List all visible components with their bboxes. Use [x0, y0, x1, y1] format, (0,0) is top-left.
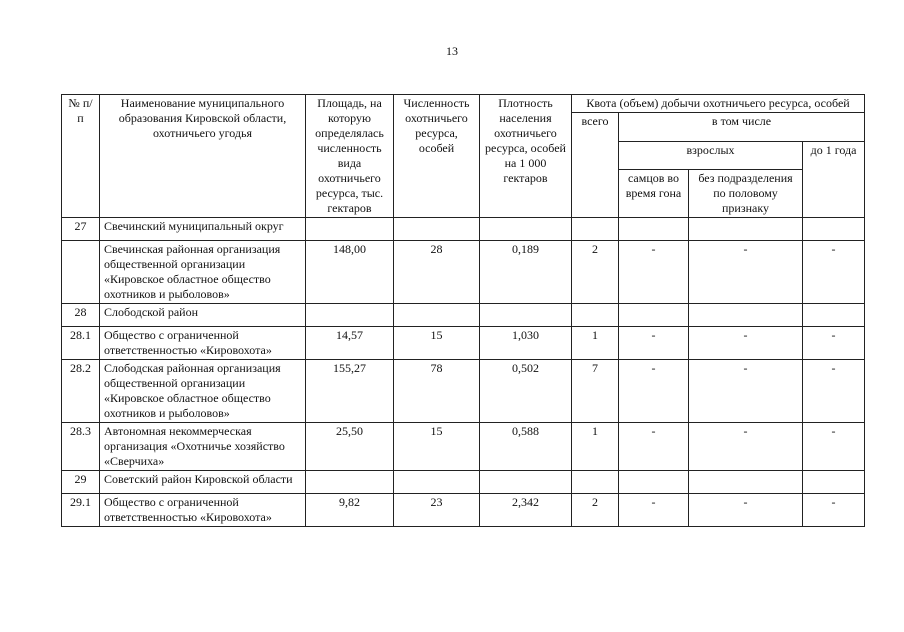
cell-num: 28	[62, 304, 100, 327]
cell-count: 15	[394, 327, 480, 360]
cell-under-year	[803, 304, 865, 327]
cell-no-sex: -	[689, 241, 803, 304]
header-num: № п/п	[62, 95, 100, 218]
cell-no-sex: -	[689, 494, 803, 527]
header-adults: взрослых	[619, 141, 803, 170]
cell-count	[394, 218, 480, 241]
cell-num: 29.1	[62, 494, 100, 527]
cell-density: 0,502	[480, 360, 572, 423]
cell-area: 14,57	[306, 327, 394, 360]
section-row	[62, 304, 865, 327]
cell-density: 0,588	[480, 423, 572, 471]
cell-name: Свечинский муниципальный округ	[100, 218, 306, 241]
cell-num: 27	[62, 218, 100, 241]
cell-no-sex: -	[689, 360, 803, 423]
cell-under-year: -	[803, 494, 865, 527]
section-row	[62, 471, 865, 494]
cell-no-sex	[689, 471, 803, 494]
header-count: Численность охотничьего ресурса, особей	[394, 95, 480, 218]
cell-total	[572, 471, 619, 494]
cell-name: Свечинская районная организация общественной организации «Кировское областное общество охотников и рыболовов»	[100, 241, 306, 304]
cell-name: Автономная некоммерческая организация «Охотничье хозяйство «Сверчиха»	[100, 423, 306, 471]
cell-area	[306, 304, 394, 327]
header-no-sex: без подразделения по половому признаку	[689, 170, 803, 218]
header-including: в том числе	[619, 113, 865, 142]
cell-males-rut	[619, 304, 689, 327]
table-row	[62, 494, 865, 527]
cell-area: 155,27	[306, 360, 394, 423]
header-density: Плотность населения охотничьего ресурса, особей на 1 000 гектаров	[480, 95, 572, 218]
cell-under-year: -	[803, 241, 865, 304]
header-under-year: до 1 года	[803, 141, 865, 218]
cell-count	[394, 471, 480, 494]
cell-total: 1	[572, 423, 619, 471]
cell-num: 28.2	[62, 360, 100, 423]
header-area: Площадь, на которую определялась численность вида охотничьего ресурса, тыс. гектаров	[306, 95, 394, 218]
cell-area: 9,82	[306, 494, 394, 527]
cell-total: 2	[572, 494, 619, 527]
cell-num: 28.3	[62, 423, 100, 471]
cell-total	[572, 218, 619, 241]
cell-males-rut: -	[619, 423, 689, 471]
cell-count: 23	[394, 494, 480, 527]
cell-area: 148,00	[306, 241, 394, 304]
cell-males-rut	[619, 471, 689, 494]
table-header	[62, 95, 865, 218]
cell-males-rut: -	[619, 327, 689, 360]
page-number: 13	[446, 44, 458, 58]
header-males-rut: самцов во время гона	[619, 170, 689, 218]
cell-name: Общество с ограниченной ответственностью «Кировохота»	[100, 494, 306, 527]
cell-area	[306, 471, 394, 494]
cell-count: 15	[394, 423, 480, 471]
cell-name: Общество с ограниченной ответственностью «Кировохота»	[100, 327, 306, 360]
cell-density: 0,189	[480, 241, 572, 304]
cell-no-sex: -	[689, 423, 803, 471]
cell-under-year	[803, 218, 865, 241]
cell-density	[480, 471, 572, 494]
cell-density	[480, 304, 572, 327]
cell-males-rut: -	[619, 360, 689, 423]
cell-no-sex	[689, 218, 803, 241]
cell-name: Советский район Кировской области	[100, 471, 306, 494]
cell-count	[394, 304, 480, 327]
cell-area	[306, 218, 394, 241]
table-row	[62, 327, 865, 360]
header-total: всего	[572, 113, 619, 218]
cell-num: 28.1	[62, 327, 100, 360]
cell-under-year: -	[803, 360, 865, 423]
header-name: Наименование муниципального образования Кировской области, охотничьего угодья	[100, 95, 306, 218]
cell-males-rut	[619, 218, 689, 241]
section-row	[62, 218, 865, 241]
cell-num: 29	[62, 471, 100, 494]
quota-table	[61, 94, 865, 527]
cell-count: 28	[394, 241, 480, 304]
cell-total: 7	[572, 360, 619, 423]
cell-total: 2	[572, 241, 619, 304]
cell-no-sex: -	[689, 327, 803, 360]
table-row	[62, 241, 865, 304]
cell-name: Слободской район	[100, 304, 306, 327]
cell-area: 25,50	[306, 423, 394, 471]
table-body	[62, 218, 865, 527]
table-row	[62, 360, 865, 423]
cell-males-rut: -	[619, 241, 689, 304]
cell-density	[480, 218, 572, 241]
cell-under-year: -	[803, 423, 865, 471]
cell-under-year: -	[803, 327, 865, 360]
cell-under-year	[803, 471, 865, 494]
cell-total: 1	[572, 327, 619, 360]
cell-density: 1,030	[480, 327, 572, 360]
table-row	[62, 423, 865, 471]
cell-name: Слободская районная организация общественной организации «Кировское областное общество охотников и рыболовов»	[100, 360, 306, 423]
cell-num	[62, 241, 100, 304]
cell-count: 78	[394, 360, 480, 423]
cell-males-rut: -	[619, 494, 689, 527]
cell-density: 2,342	[480, 494, 572, 527]
header-quota: Квота (объем) добычи охотничьего ресурса, особей	[572, 95, 865, 113]
cell-no-sex	[689, 304, 803, 327]
cell-total	[572, 304, 619, 327]
